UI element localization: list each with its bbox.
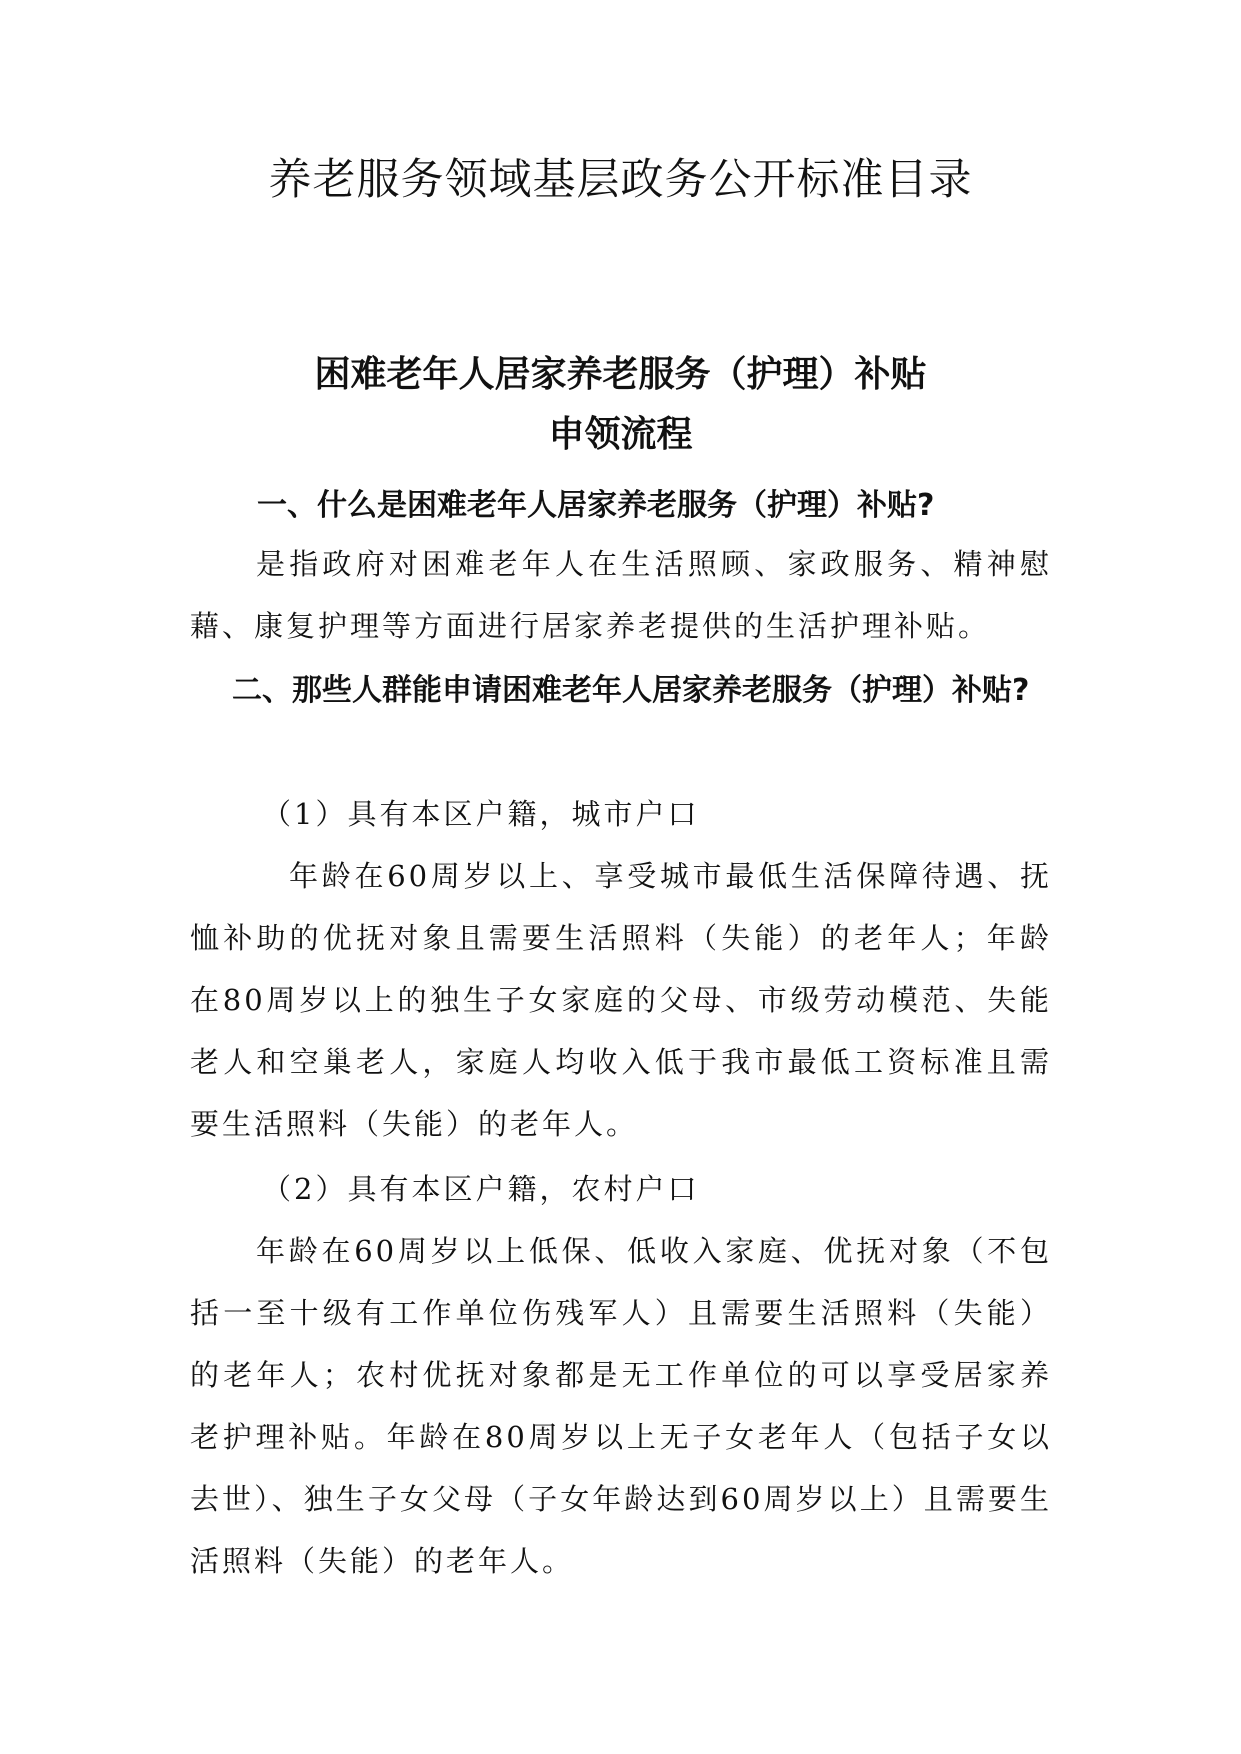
section-2-heading: 二、那些人群能申请困难老年人居家养老服务（护理）补贴?	[232, 673, 1030, 708]
rural-hukou-label: （2）具有本区户籍，农村户口	[262, 1172, 700, 1206]
urban-hukou-label: （1）具有本区户籍，城市户口	[262, 797, 700, 831]
urban-hukou-paragraph: 年龄在60周岁以上、享受城市最低生活保障待遇、抚恤补助的优抚对象且需要生活照料（失能）的老年人；年龄在80周岁以上的独生子女家庭的父母、市级劳动模范、失能老人和空巢老人，家庭人均收入低于我市最低工资标准且需要生活照料（失能）的老年人。	[190, 859, 1052, 1141]
subtitle-line-1: 困难老年人居家养老服务（护理）补贴	[314, 354, 927, 395]
subtitle-line-2: 申领流程	[548, 414, 693, 455]
rural-hukou-paragraph: 年龄在60周岁以上低保、低收入家庭、优抚对象（不包括一至十级有工作单位伤残军人）且需要生活照料（失能）的老年人；农村优抚对象都是无工作单位的可以享受居家养老护理补贴。年龄在80周岁以上无子女老年人（包括子女以去世）、独生子女父母（子女年龄达到60周岁以上）且需要生活照料（失能）的老年人。	[190, 1234, 1052, 1578]
document-title: 养老服务领域基层政务公开标准目录	[268, 155, 973, 205]
section-1-heading: 一、什么是困难老年人居家养老服务（护理）补贴?	[257, 488, 935, 523]
section-1-paragraph: 是指政府对困难老年人在生活照顾、家政服务、精神慰藉、康复护理等方面进行居家养老提供的生活护理补贴。	[190, 547, 1052, 643]
